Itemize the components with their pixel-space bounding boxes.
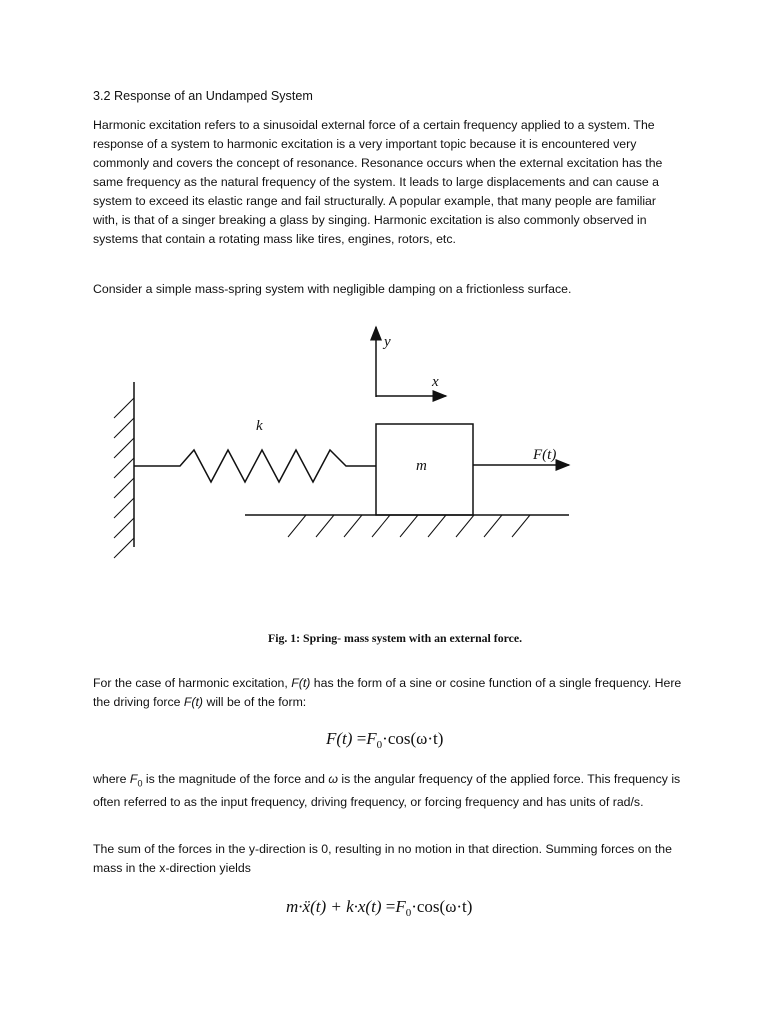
- amplitude-symbol: F: [366, 729, 377, 748]
- x-axis-label: x: [432, 374, 439, 390]
- paragraph-consider-system: Consider a simple mass-spring system with negligible damping on a frictionless surface.: [93, 282, 572, 296]
- equals-sign: =: [352, 729, 367, 748]
- equals-sign: =: [381, 897, 396, 916]
- paragraph-text: is the angular frequency of the applied force. This frequency is often referred to as the input frequency, driving frequency, or forcing frequency and has units of rad/s.: [93, 772, 681, 810]
- ground-surface: [245, 515, 569, 537]
- force-label: F(t): [533, 447, 557, 463]
- mass-label: m: [416, 458, 427, 474]
- paragraph-text: where: [93, 772, 130, 786]
- paragraph-text: has the form of a sine or cosine function of a single frequency. Here the driving force: [93, 676, 682, 709]
- amplitude-subscript: 0: [376, 739, 383, 751]
- fixed-wall: [114, 382, 134, 558]
- paragraph-text: is the magnitude of the force and: [142, 772, 329, 786]
- spring: [134, 450, 376, 482]
- amplitude-subscript: 0: [137, 778, 143, 789]
- paragraph-driving-force: [93, 674, 683, 712]
- force-symbol: F(t): [183, 695, 204, 709]
- paragraph-text: will be of the form:: [203, 695, 307, 709]
- y-axis-label: y: [384, 334, 391, 350]
- amplitude-symbol: F: [129, 772, 138, 786]
- paragraph-harmonic-excitation: Harmonic excitation refers to a sinusoidal external force of a certain frequency applied to a system. The response of a system to harmonic excitation is a very important topic because it is encountered very commonly and covers the concept of resonance. Resonance occurs when the external excitation has the same frequency as the natural frequency of the system. It leads to large displacements and can cause a system to exceed its elastic range and fail structurally. A popular example, that many people are familiar with, is that of a singer breaking a glass by singing. Harmonic excitation is also commonly observed in systems that contain a rotating mass like tires, engines, rotors, etc.: [93, 118, 663, 246]
- equation-rhs: ·cos(ω·t): [411, 897, 473, 916]
- paragraph-sum-of-forces: The sum of the forces in the y-direction is 0, resulting in no motion in that direction. Summing forces on the mass in the x-direction yields: [93, 842, 672, 875]
- paragraph-force-definitions: [93, 770, 683, 812]
- amplitude-symbol: F: [395, 897, 406, 916]
- equation-lhs: F(t): [326, 729, 353, 748]
- paragraph-text: For the case of harmonic excitation,: [93, 676, 292, 690]
- spring-constant-label: k: [256, 418, 263, 434]
- equation-driving-force: [326, 729, 443, 751]
- equation-of-motion: [286, 897, 472, 919]
- force-symbol: F(t): [291, 676, 311, 690]
- figure-caption: Fig. 1: Spring- mass system with an external force.: [268, 631, 523, 645]
- equation-lhs: m·ẍ(t) + k·x(t): [286, 897, 382, 916]
- equation-rhs: ·cos(ω·t): [382, 729, 444, 748]
- amplitude-subscript: 0: [405, 907, 412, 919]
- section-heading: 3.2 Response of an Undamped System: [93, 89, 313, 103]
- omega-symbol: ω: [328, 772, 338, 786]
